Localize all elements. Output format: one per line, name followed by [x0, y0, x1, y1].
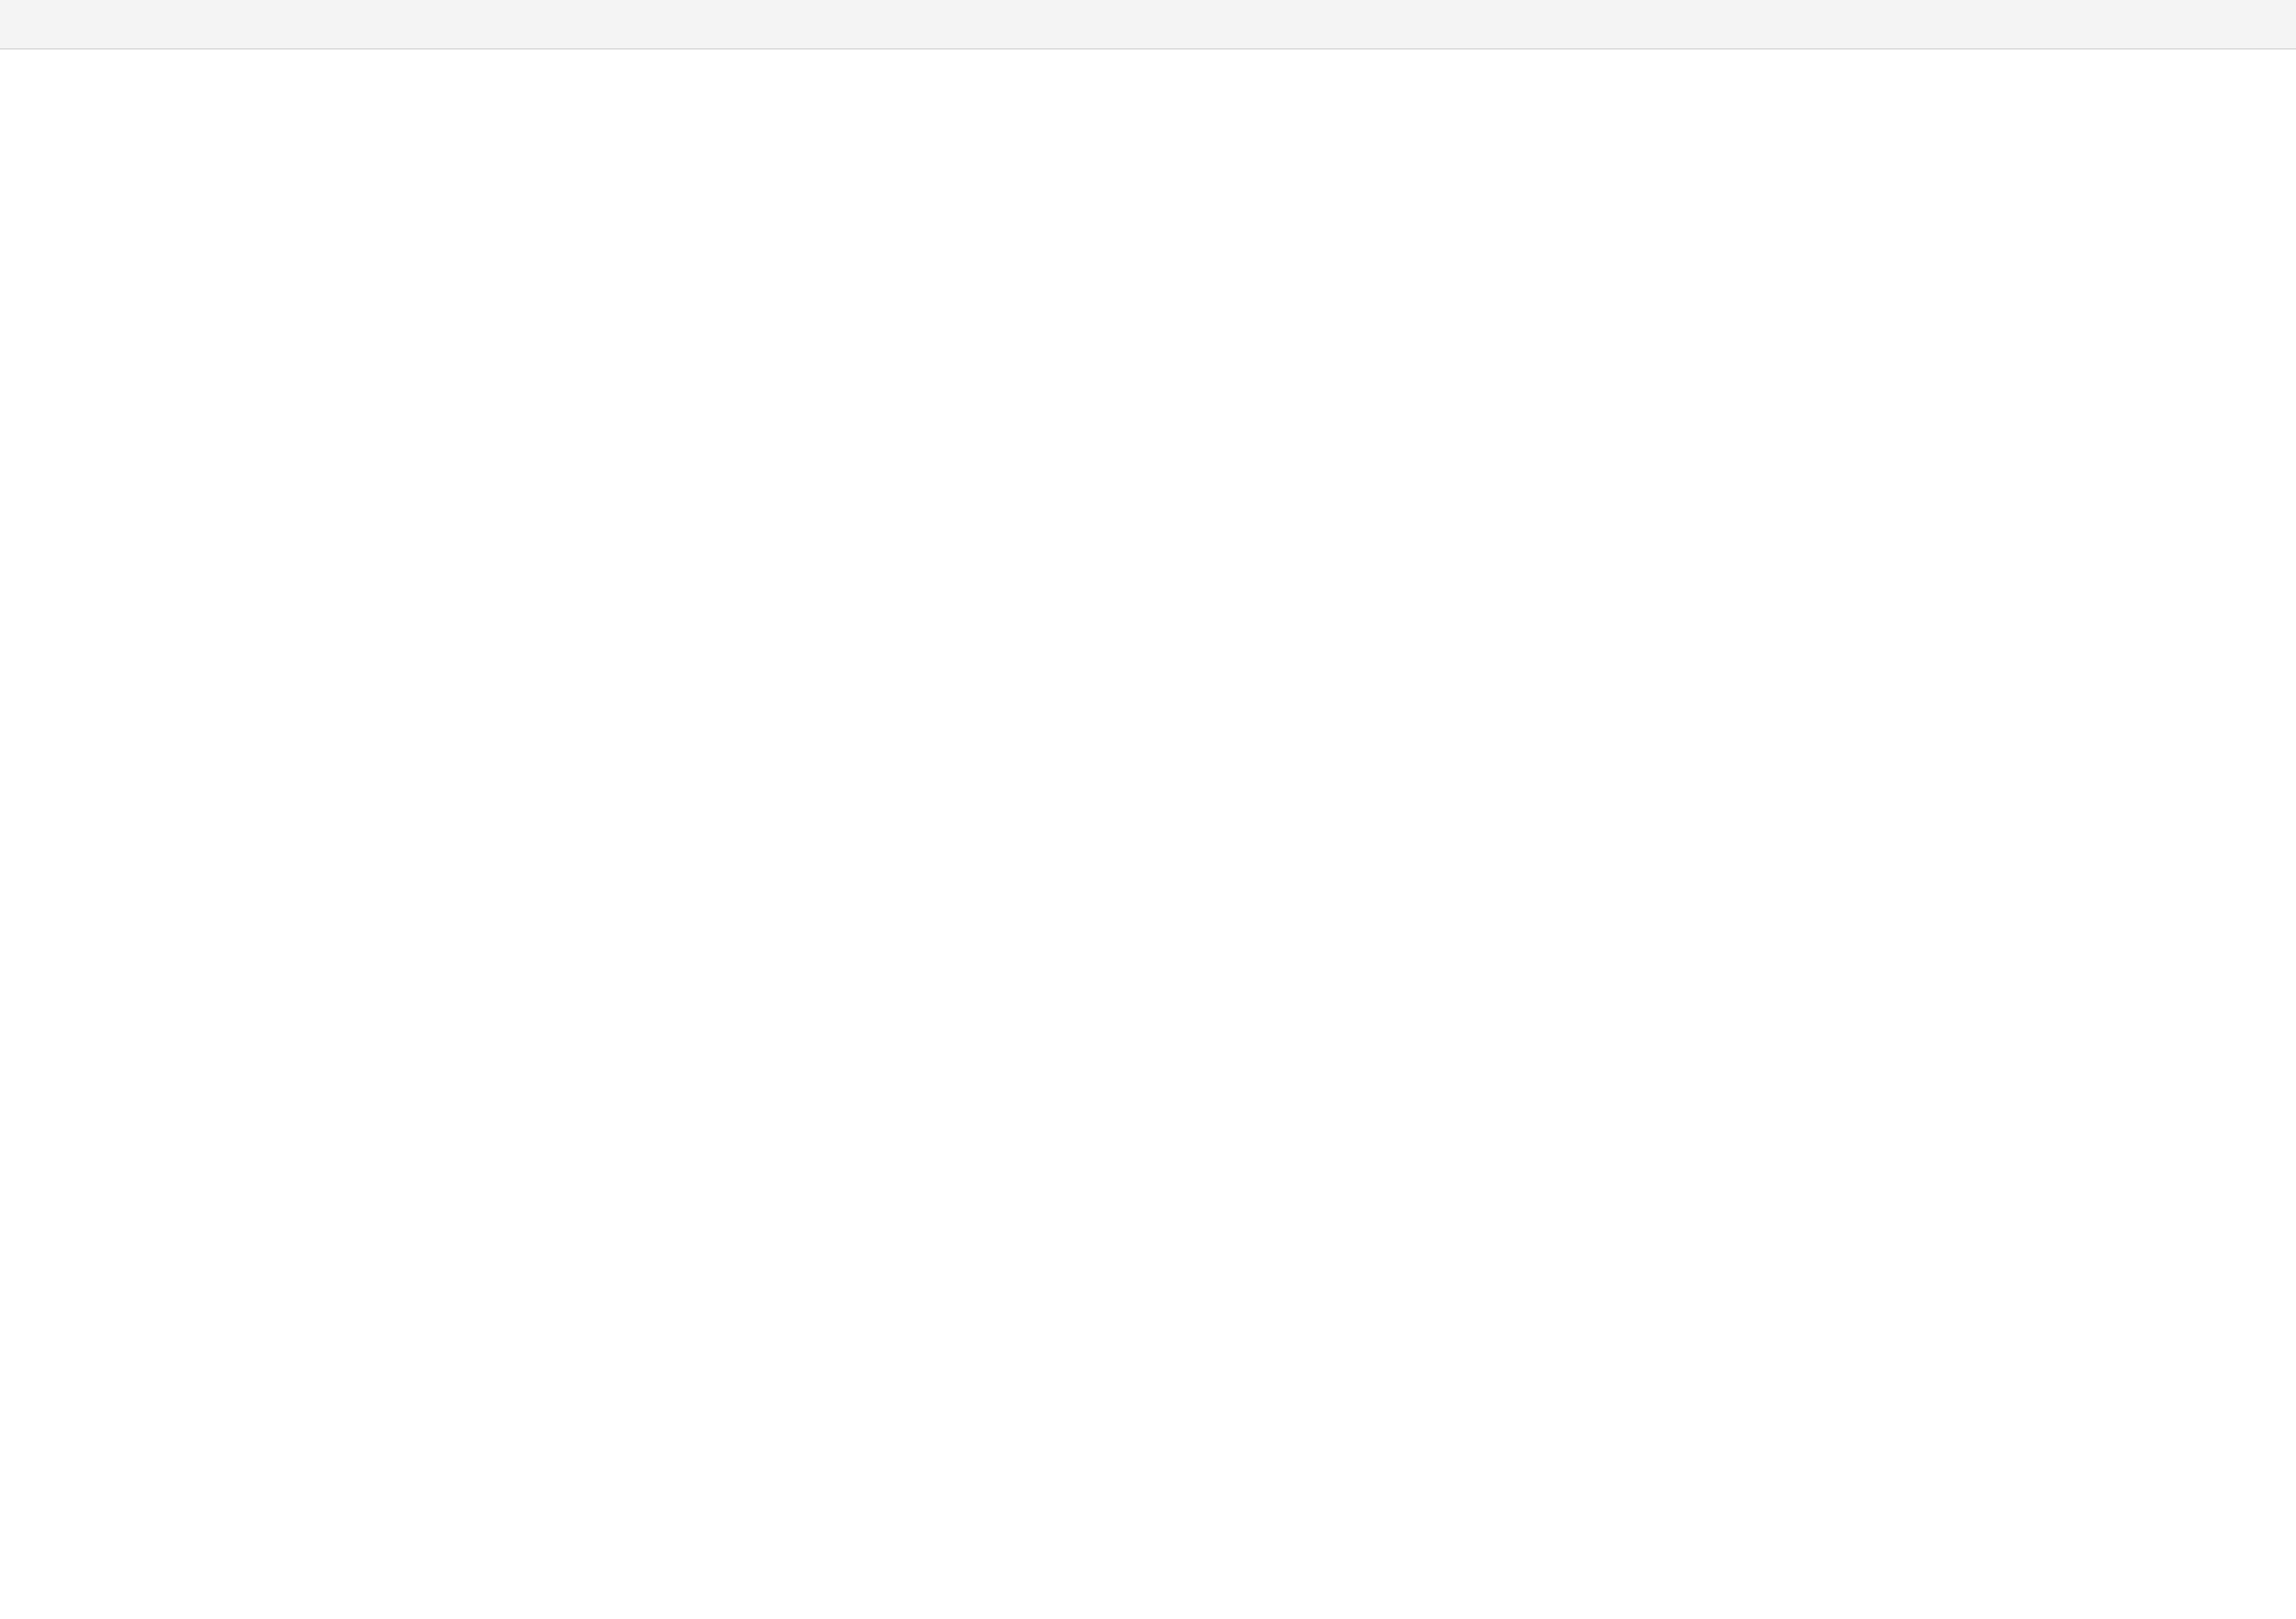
main-content [0, 49, 2296, 1619]
title-bar [0, 0, 2296, 49]
